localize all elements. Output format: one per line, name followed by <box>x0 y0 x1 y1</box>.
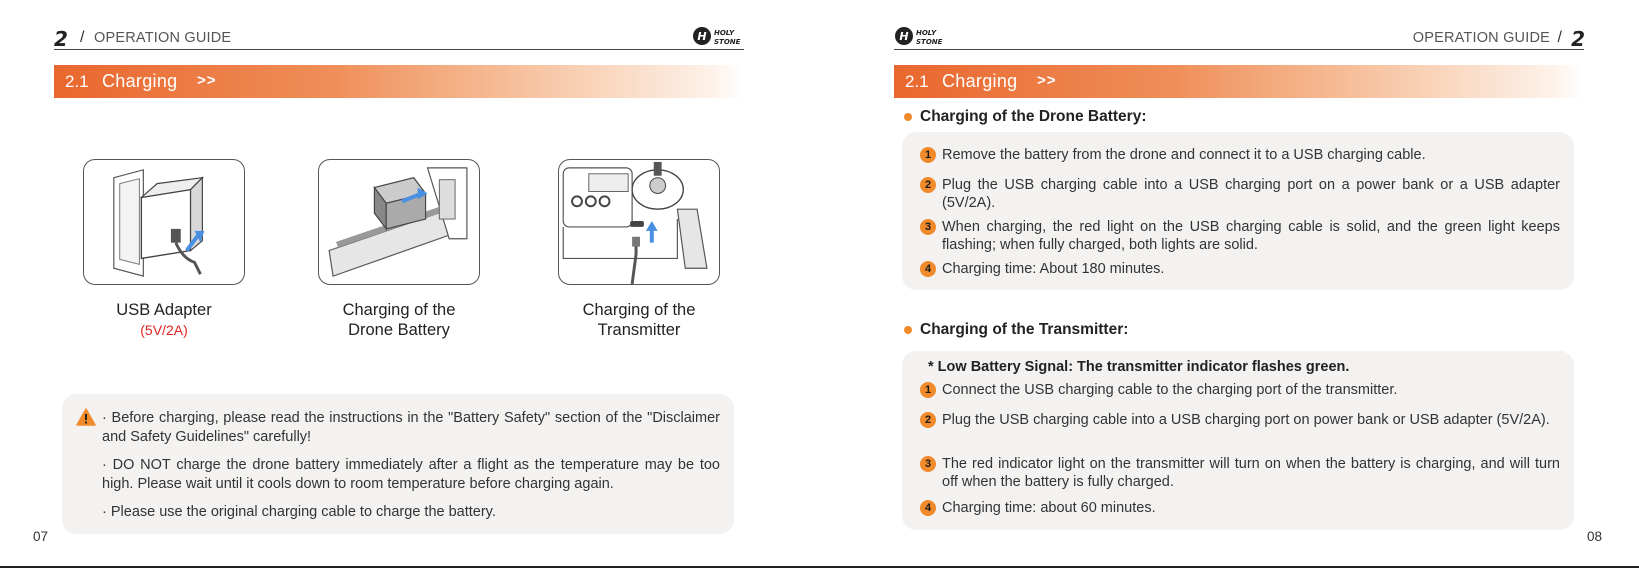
figure-caption <box>289 300 509 340</box>
header-slash: / <box>1557 29 1562 46</box>
transmitter-icon <box>559 160 719 284</box>
page-number: 08 <box>1587 529 1603 544</box>
step-text: Plug the USB charging cable into a USB charging port on a power bank or a USB adapter (5V/2A). <box>942 177 1560 211</box>
header-title: OPERATION GUIDE <box>1412 30 1550 46</box>
logo-text-bottom: STONE <box>916 38 943 46</box>
svg-text:H: H <box>697 30 707 43</box>
low-battery-signal: * Low Battery Signal: The transmitter indicator flashes green. <box>928 359 1350 375</box>
step-text: Plug the USB charging cable into a USB charging port on power bank or USB adapter (5V/2A). <box>942 412 1550 428</box>
step-number: 2 <box>920 412 936 428</box>
caption-line: Transmitter <box>597 321 681 339</box>
step-number: 3 <box>920 219 936 235</box>
bullet-dot-icon <box>904 113 912 121</box>
caption-line: USB Adapter <box>116 301 212 319</box>
step-number: 1 <box>920 382 936 398</box>
section-arrow: >> <box>197 72 217 89</box>
usb-adapter-figure <box>83 159 245 285</box>
page-header <box>54 26 744 50</box>
chapter-number: 2 <box>54 27 67 51</box>
safety-notes-panel <box>62 394 734 534</box>
holy-stone-logo-icon <box>692 26 744 46</box>
transmitter-figure <box>558 159 720 285</box>
usb-adapter-icon <box>84 160 244 284</box>
left-page <box>0 0 819 566</box>
right-page <box>820 0 1639 566</box>
step-number: 3 <box>920 456 936 472</box>
caption-line: Drone Battery <box>348 321 450 339</box>
section-title: Charging <box>942 71 1018 91</box>
section-bar <box>894 65 1584 98</box>
holy-stone-logo-icon <box>894 26 946 46</box>
safety-note: · Please use the original charging cable to charge the battery. <box>102 504 496 520</box>
step-number: 4 <box>920 500 936 516</box>
step-text: Charging time: About 180 minutes. <box>942 261 1165 277</box>
caption-line: Charging of the <box>582 301 696 319</box>
step-number: 1 <box>920 147 936 163</box>
section-title: Charging <box>102 71 178 91</box>
caption-line: Charging of the <box>342 301 456 319</box>
drone-battery-figure <box>318 159 480 285</box>
drone-battery-steps-panel <box>902 132 1574 290</box>
logo-text-top: HOLY <box>714 29 735 37</box>
safety-note: · DO NOT charge the drone battery immediately after a flight as the temperature may be too high. Please wait until it cools down to room temperature before charging again. <box>102 457 720 492</box>
heading-text: Charging of the Transmitter: <box>920 321 1129 338</box>
page-header <box>894 26 1584 50</box>
chapter-number: 2 <box>1571 27 1584 51</box>
step-text: When charging, the red light on the USB charging cable is solid, and the green light keeps flashing; when fully charged, both lights are solid. <box>942 219 1560 253</box>
heading-text: Charging of the Drone Battery: <box>920 108 1147 125</box>
drone-battery-heading <box>920 108 1146 126</box>
figure-caption <box>529 300 749 340</box>
transmitter-heading <box>920 321 1128 339</box>
step-text: The red indicator light on the transmitter will turn on when the battery is charging, and will turn off when the battery is fully charged. <box>942 456 1560 490</box>
step-number: 2 <box>920 177 936 193</box>
header-slash: / <box>80 29 85 46</box>
step-text: Remove the battery from the drone and connect it to a USB charging cable. <box>942 147 1426 163</box>
figure-caption <box>54 300 274 340</box>
header-title: OPERATION GUIDE <box>94 30 232 46</box>
transmitter-steps-panel <box>902 351 1574 530</box>
section-number: 2.1 <box>905 72 929 91</box>
section-arrow: >> <box>1037 72 1057 89</box>
section-bar <box>54 65 744 98</box>
step-text: Connect the USB charging cable to the charging port of the transmitter. <box>942 382 1398 398</box>
step-number: 4 <box>920 261 936 277</box>
step-text: Charging time: about 60 minutes. <box>942 500 1156 516</box>
section-number: 2.1 <box>65 72 89 91</box>
drone-battery-icon <box>319 160 479 284</box>
bullet-dot-icon <box>904 326 912 334</box>
logo-text-top: HOLY <box>916 29 937 37</box>
svg-text:H: H <box>899 30 909 43</box>
safety-note: · Before charging, please read the instructions in the "Battery Safety" section of the "Disclaimer and Safety Guidelines" carefully! <box>102 410 720 445</box>
warning-icon <box>76 408 96 426</box>
page-number: 07 <box>33 529 49 544</box>
caption-spec: (5V/2A) <box>140 322 188 338</box>
logo-text-bottom: STONE <box>714 38 741 46</box>
